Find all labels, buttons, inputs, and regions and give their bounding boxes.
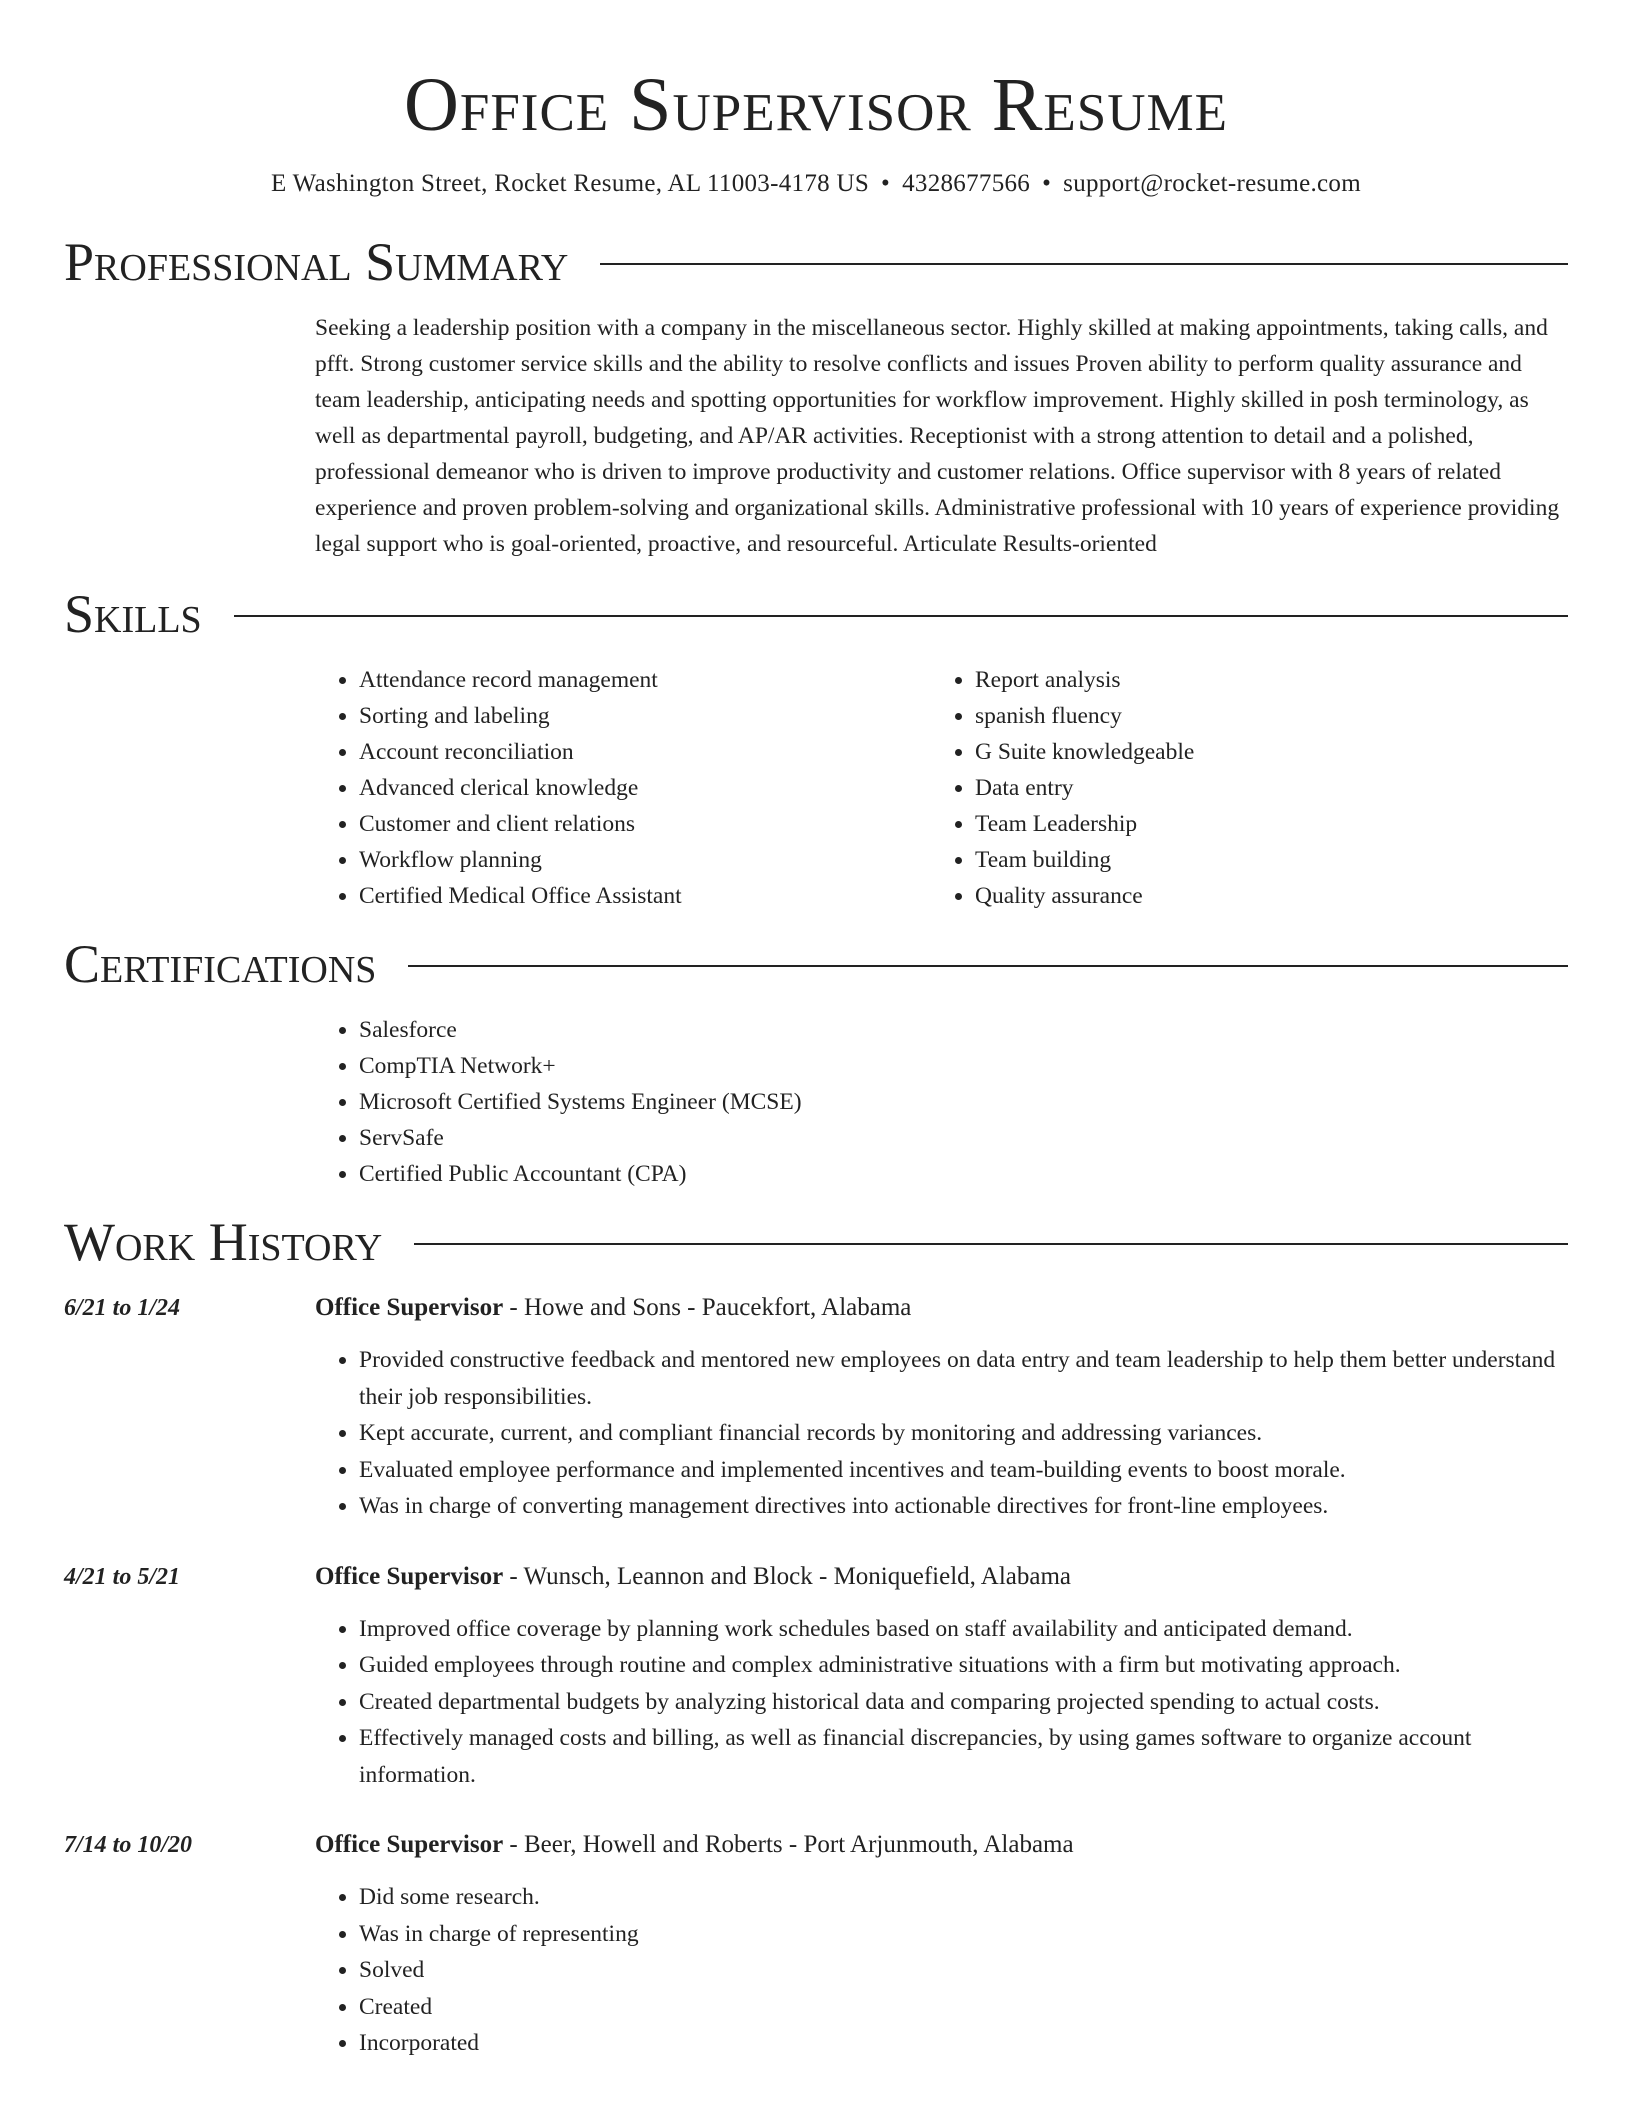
section-divider [600,263,1568,265]
certifications-section [64,932,1568,1192]
job-bullets [315,1611,1568,1794]
job-bullet: • Solved [359,1952,1568,1989]
work-history-section [64,1210,1568,2062]
job-bullet: • Was in charge of converting management directives into actionable directives for front-line employees. [359,1488,1568,1525]
section-divider [234,615,1568,617]
job-bullet: • Created [359,1989,1568,2026]
contact-address: E Washington Street, Rocket Resume, AL 11003-4178 US [271,170,870,197]
resume-title: Office Supervisor Resume [403,63,1229,147]
job-heading [315,1827,1568,1863]
skill-item: • Team Leadership [975,806,1547,842]
summary-text: Seeking a leadership position with a company in the miscellaneous sector. Highly skilled at making appointments, taking calls, and pfft. Strong customer service skills and the ability to resolve conflicts and issues Proven ability to perform quality assurance and team leadership, anticipating needs and spotting opportunities for workflow improvement. Highly skilled in posh terminology, as well as departmental payroll, budgeting, and AP/AR activities. Receptionist with a strong attention to detail and a polished, professional demeanor who is driven to improve productivity and customer relations. Office supervisor with 8 years of related experience and proven problem-solving and organizational skills. Administrative professional with 10 years of experience providing legal support who is goal-oriented, proactive, and resourceful. Articulate Results-oriented [315,315,1560,557]
job-bullet: • Improved office coverage by planning work schedules based on staff availability and anticipated demand. [359,1611,1568,1648]
job-employer: - Wunsch, Leannon and Block - Moniquefield, Alabama [503,1562,1072,1590]
skill-item: • Customer and client relations [359,806,931,842]
job-bullet: • Effectively managed costs and billing, as well as financial discrepancies, by using games software to organize account information. [359,1720,1568,1793]
certification-item: • CompTIA Network+ [359,1048,1568,1084]
skills-body [315,662,1568,914]
summary-body [315,310,1568,562]
skill-item: • Account reconciliation [359,734,931,770]
job-bullets [315,1879,1568,2062]
skills-heading: Skills [64,584,202,644]
job-employer: - Beer, Howell and Roberts - Port Arjunmouth, Alabama [503,1831,1074,1858]
job-dates: 6/21 to 1/24 [64,1295,181,1321]
certifications-list [315,1012,1568,1192]
job-bullet: • Kept accurate, current, and compliant financial records by monitoring and addressing variances. [359,1415,1568,1452]
skill-item: • Workflow planning [359,842,931,878]
skill-item: • Data entry [975,770,1547,806]
skill-item: • G Suite knowledgeable [975,734,1547,770]
contact-line [64,168,1568,200]
skill-item: • Attendance record management [359,662,931,698]
contact-phone: 4328677566 [902,170,1031,197]
job-dates: 7/14 to 10/20 [64,1832,193,1858]
job-bullet: • Evaluated employee performance and implemented incentives and team-building events to boost morale. [359,1452,1568,1489]
skill-item: • Team building [975,842,1547,878]
certification-item: • Certified Public Accountant (CPA) [359,1156,1568,1192]
skill-item: • Report analysis [975,662,1547,698]
job-bullet: • Was in charge of representing [359,1916,1568,1953]
job-entry [64,1290,1568,1525]
job-bullet: • Did some research. [359,1879,1568,1916]
summary-section [64,230,1568,562]
job-title: Office Supervisor [315,1831,504,1858]
job-title: Office Supervisor [315,1562,504,1590]
work-history-heading: Work History [64,1212,383,1272]
job-employer: - Howe and Sons - Paucekfort, Alabama [503,1294,912,1321]
work-history-header [64,1210,1568,1274]
section-divider [408,965,1568,967]
job-entry [64,1827,1568,2062]
certification-item: • Microsoft Certified Systems Engineer (MCSE) [359,1084,1568,1120]
skills-list-left [315,662,931,914]
skills-header [64,582,1568,646]
job-dates: 4/21 to 5/21 [64,1563,181,1590]
certifications-heading: Certifications [64,934,377,994]
summary-heading: Professional Summary [64,232,569,292]
contact-email: support@rocket-resume.com [1063,170,1361,197]
skills-list-right [931,662,1547,914]
job-content [315,1827,1568,2062]
skill-item: • Sorting and labeling [359,698,931,734]
job-heading [315,1559,1568,1595]
contact-separator: • [1042,170,1052,197]
job-bullet: • Provided constructive feedback and mentored new employees on data entry and team leadership to help them better understand their job responsibilities. [359,1342,1568,1415]
skill-item: • Certified Medical Office Assistant [359,878,931,914]
summary-header [64,230,1568,294]
skill-item: • spanish fluency [975,698,1547,734]
job-heading [315,1290,1568,1326]
job-content [315,1290,1568,1525]
certifications-header [64,932,1568,996]
job-entry [64,1559,1568,1794]
skills-column-left [315,662,931,914]
certifications-body [315,1012,1568,1192]
job-content [315,1559,1568,1794]
skills-column-right [931,662,1547,914]
certification-item: • Salesforce [359,1012,1568,1048]
job-bullet: • Incorporated [359,2025,1568,2062]
section-divider [414,1243,1568,1245]
job-bullet: • Guided employees through routine and complex administrative situations with a firm but motivating approach. [359,1647,1568,1684]
skill-item: • Advanced clerical knowledge [359,770,931,806]
skill-item: • Quality assurance [975,878,1547,914]
contact-separator: • [881,170,891,197]
skills-section [64,582,1568,914]
job-bullets [315,1342,1568,1525]
job-bullet: • Created departmental budgets by analyzing historical data and comparing projected spending to actual costs. [359,1684,1568,1721]
certification-item: • ServSafe [359,1120,1568,1156]
job-title: Office Supervisor [315,1294,504,1321]
